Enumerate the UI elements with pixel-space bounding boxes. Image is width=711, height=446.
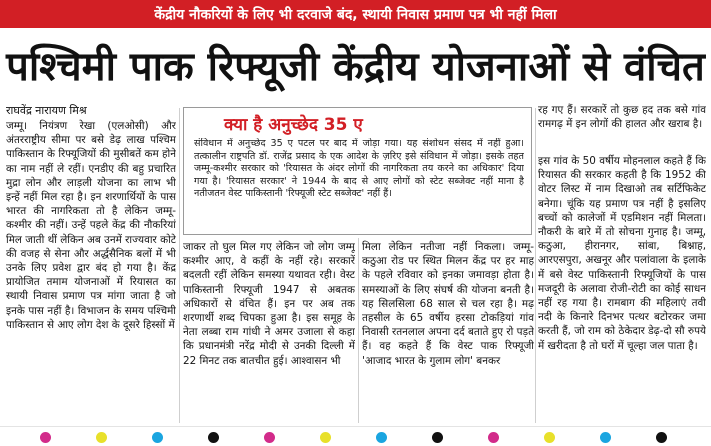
registration-dot (544, 432, 555, 443)
registration-dot (96, 432, 107, 443)
article-column-1-text: जम्मू। नियंत्रण रेखा (एलओसी) और अंतरराष्ट्रीय सीमा पर बसे डेढ़ लाख पश्चिम पाकिस्तान के रिफ्यूजियों की मुसीबतें कम होने का नाम नहीं ले रहीं। एनडीए की बहु प्रचारित मुद्रा लोन और लाड़ली योजना का लाभ भी इन्हें नहीं मिल रहा है। इन शरणार्थियों के पास भारत की नागरिकता तो है लेकिन जम्मू-कश्मीर की नहीं। उन्हें पहले केंद्र की नौकरियां मिल जाती थीं लेकिन अब उनमें राज्यवार कोटे की वजह से सेना और अर्द्धसैनिक बलों में भी उनके लिए प्रवेश द्वार बंद हो गया है। केंद्र प्रायोजित तमाम योजनाओं में रियासत का स्थायी निवास प्रमाण पत्र मांगा जाता है जो इनके पास नहीं है। विभाजन के समय पश्चिमी पाकिस्तान से आए लोग देश के दूसरे हिस्सों में (6, 120, 176, 331)
registration-dot (376, 432, 387, 443)
infobox-title: क्या है अनुच्छेद 35 ए (224, 115, 363, 135)
registration-dot (152, 432, 163, 443)
column-divider (358, 238, 359, 423)
article-column-2 (183, 240, 355, 423)
registration-dot (432, 432, 443, 443)
byline: राघवेंद्र नारायण मिश्र (6, 104, 87, 117)
article-column-4-top (538, 103, 706, 154)
article-column-3-text: मिला लेकिन नतीजा नहीं निकला। जम्मू-कठुआ रोड पर स्थित मिलन केंद्र पर हर माह के पहले रविवार को इनका जमावड़ा होता है। समस्याओं के लिए संघर्ष की योजना बनती है। यह सिलसिला 68 साल से चल रहा है। मढ़ तहसील के 65 वर्षीय हरसा टोकड़ियां गांव निवासी रतनलाल अपना दर्द बताते हुए रो पड़ते हैं। वह कहते हैं कि वेस्ट पाक रिफ्यूजी 'आजाद भारत के गुलाम लोग' बनकर (362, 241, 534, 367)
registration-dot (208, 432, 219, 443)
article-column-2-text: जाकर तो घुल मिल गए लेकिन जो लोग जम्मू कश्मीर आए, वे कहीं के नहीं रहे। सरकारें बदलती रहीं लेकिन समस्या यथावत रही। वेस्ट पाकिस्तानी रिफ्यूजी 1947 से अबतक अधिकारों से वंचित हैं। इन पर अब तक शरणार्थी शब्द चिपका हुआ है। इस समूह के नेता लब्बा राम गांधी ने अमर उजाला से कहा कि प्रधानमंत्री नरेंद्र मोदी से उनकी दिल्ली में 22 मिनट तक बातचीत हुई। आश्वासन भी (183, 241, 355, 367)
top-banner (0, 0, 711, 28)
article-column-4-text: इस गांव के 50 वर्षीय मोहनलाल कहते हैं कि रियासत की सरकार कहती है कि 1952 की वोटर लिस्ट में नाम दिखाओ तब सर्टिफिकेट बनेगा। चूंकि यह प्रमाण पत्र नहीं है इसलिए बच्चों को कालेजों में एडमिशन नहीं मिलता। नौकरी के बारे में तो सोचना गुनाह है। जम्मू, कठुआ, हीरानगर, सांबा, बिश्नाह, आरएसपुरा, अखनूर और पलांवाला के इलाके में बसे वेस्ट पाकिस्तानी रिफ्यूजियों के पास मजदूरी के अलावा रोजी-रोटी का कोई साधन नहीं रह गया है। रामबाग की महिलाएं तवी नदी के किनारे दिनभर पत्थर बटोरकर जमा करती हैं, जो राम को ठेकेदार डेढ़-दो सौ रुपये में खरीदता है तो घरों में चूल्हा जल पाता है। (538, 155, 706, 352)
registration-dot (264, 432, 275, 443)
registration-dot (40, 432, 51, 443)
registration-dot (656, 432, 667, 443)
article-column-3 (362, 240, 534, 423)
column-divider (535, 108, 536, 423)
article-column-4 (538, 154, 706, 423)
registration-dot (320, 432, 331, 443)
article-column-1 (6, 119, 176, 423)
article-35a-infobox (183, 107, 532, 235)
banner-text: केंद्रीय नौकरियों के लिए भी दरवाजे बंद, स्थायी निवास प्रमाण पत्र भी नहीं मिला (154, 6, 557, 23)
registration-dot (600, 432, 611, 443)
print-registration-bar (0, 426, 711, 446)
infobox-body: संविधान में अनुच्छेद 35 ए पटल पर बाद में जोड़ा गया। यह संशोधन संसद में नहीं हुआ। तत्कालीन राष्ट्रपति डॉ. राजेंद्र प्रसाद के एक आदेश के ज़रिए इसे संविधान में जोड़ा। इसके तहत जम्मू-कश्मीर सरकार को 'रियासत के अंदर लोगों की नागरिकता तय करने का अधिकार' दिया गया है। 'रियासत सरकार' ने 1944 के बाद से आए लोगों को स्टेट सब्जेक्ट नहीं माना है नतीजतन वेस्ट पाकिस्तानी 'रिफ्यूजी स्टेट सब्जेक्ट' नहीं हैं। (194, 138, 524, 200)
registration-dot (488, 432, 499, 443)
article-column-4-top-text: रह गए हैं। सरकारें तो कुछ हद तक बसे गांव रामगढ़ में इन लोगों की हालत और खराब है। (538, 104, 706, 131)
page-headline: पश्चिमी पाक रिफ्यूजी केंद्रीय योजनाओं से वंचित (6, 44, 705, 90)
column-divider (179, 108, 180, 423)
